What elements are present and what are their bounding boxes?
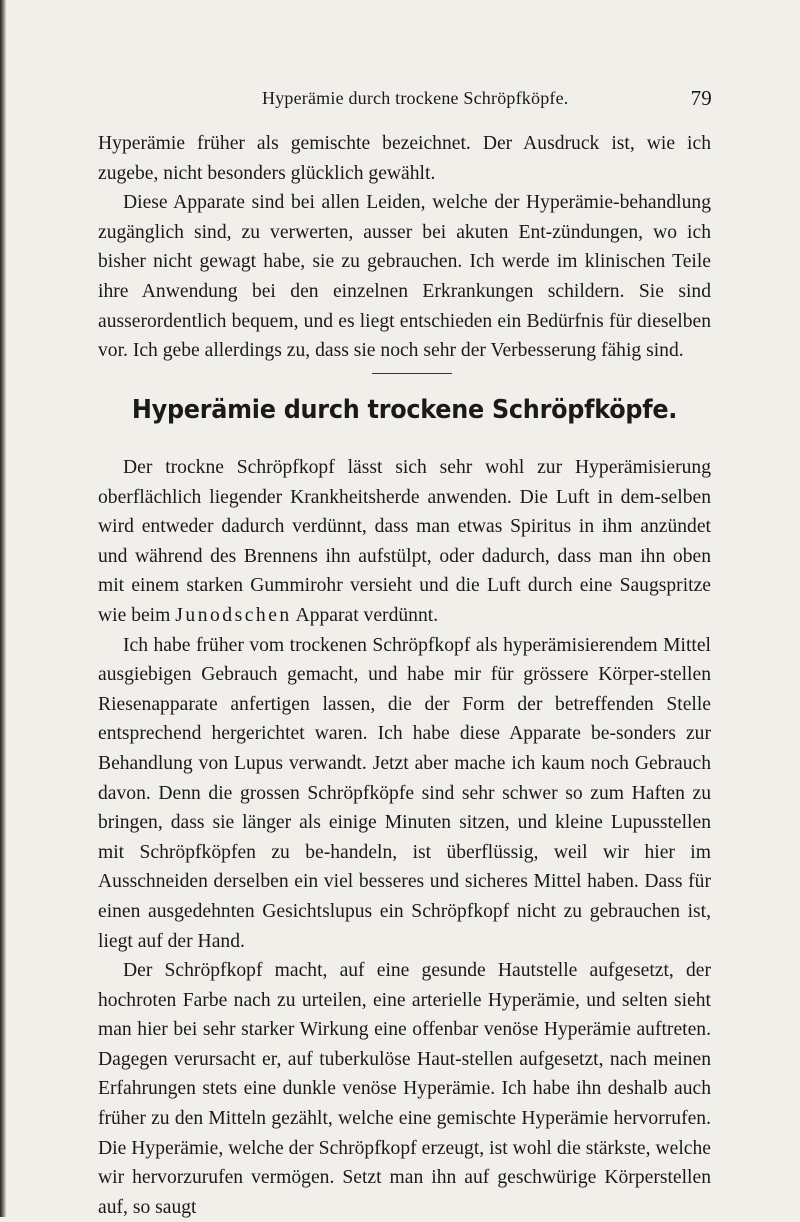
paragraph-text: Der trockne Schröpfkopf lässt sich sehr wohl zur Hyperämisierung oberflächlich liegender Krankheitsherde anwenden. Die Luft in dem-selben wird entweder dadurch verdünnt, dass man etwas Spiritus in ihm anzündet und während des Brennens ihn aufstülpt, oder dadurch, dass man ihn oben mit einem starken Gummirohr versieht und die Luft durch eine Saugspritze wie beim	[98, 457, 711, 626]
paragraph-text: Apparat verdünnt.	[295, 604, 439, 626]
paragraph: Der Schröpfkopf macht, auf eine gesunde Hautstelle aufgesetzt, der hochroten Farbe nach zu urteilen, eine arterielle Hyperämie, und selten sieht man hier bei sehr starker Wirkung eine offenbar venöse Hyperämie auftreten. Dagegen verursacht er, auf tuberkulöse Haut-stellen aufgesetzt, nach meinen Erfahrungen stets eine dunkle venöse Hyperämie. Ich habe ihn deshalb auch früher zu den Mitteln gezählt, welche eine gemischte Hyperämie hervorrufen. Die Hyperämie, welche der Schröpfkopf erzeugt, ist wohl die stärkste, welche wir hervorzurufen vermögen. Setzt man ihn auf geschwürige Körperstellen auf, so saugt	[98, 960, 711, 1218]
person-name: Junodschen	[175, 604, 292, 626]
paragraph	[98, 453, 711, 631]
scan-binding-edge	[0, 0, 6, 1217]
paragraph: Diese Apparate sind bei allen Leiden, welche der Hyperämie-behandlung zugänglich sind, zu verwerten, ausser bei akuten Ent-zündungen, wo ich bisher nicht gewagt habe, sie zu gebrauchen. Ich werde im klinischen Teile ihre Anwendung bei den einzelnen Erkrankungen schildern. Sie sind ausserordentlich bequem, und es liegt entschieden ein Bedürfnis für dieselben vor. Ich gebe allerdings zu, dass sie noch sehr der Verbesserung fähig sind.	[98, 192, 711, 362]
section-body	[98, 453, 711, 1222]
section-divider	[372, 373, 452, 374]
paragraph: Hyperämie früher als gemischte bezeichnet. Der Ausdruck ist, wie ich zugebe, nicht besonders glücklich gewählt.	[98, 133, 711, 184]
page-number: 79	[690, 86, 712, 110]
section-continuation	[98, 129, 711, 366]
paragraph: Ich habe früher vom trockenen Schröpfkopf als hyperämisierendem Mittel ausgiebigen Gebrauch gemacht, und habe mir für grössere Körper-stellen Riesenapparate anfertigen lassen, die der Form der betreffenden Stelle entsprechend hergerichtet waren. Ich habe diese Apparate be-sonders zur Behandlung von Lupus verwandt. Jetzt aber mache ich kaum noch Gebrauch davon. Denn die grossen Schröpfköpfe sind sehr schwer so zum Haften zu bringen, dass sie länger als einige Minuten sitzen, und kleine Lupusstellen mit Schröpfköpfen zu be-handeln, ist überflüssig, weil wir hier im Ausschneiden derselben ein viel besseres und sicheres Mittel haben. Dass für einen ausgedehnten Gesichtslupus ein Schröpfkopf nicht zu gebrauchen ist, liegt auf der Hand.	[98, 634, 711, 952]
running-title: Hyperämie durch trockene Schröpfköpfe.	[262, 88, 569, 108]
section-heading: Hyperämie durch trockene Schröpfköpfe.	[131, 395, 678, 425]
